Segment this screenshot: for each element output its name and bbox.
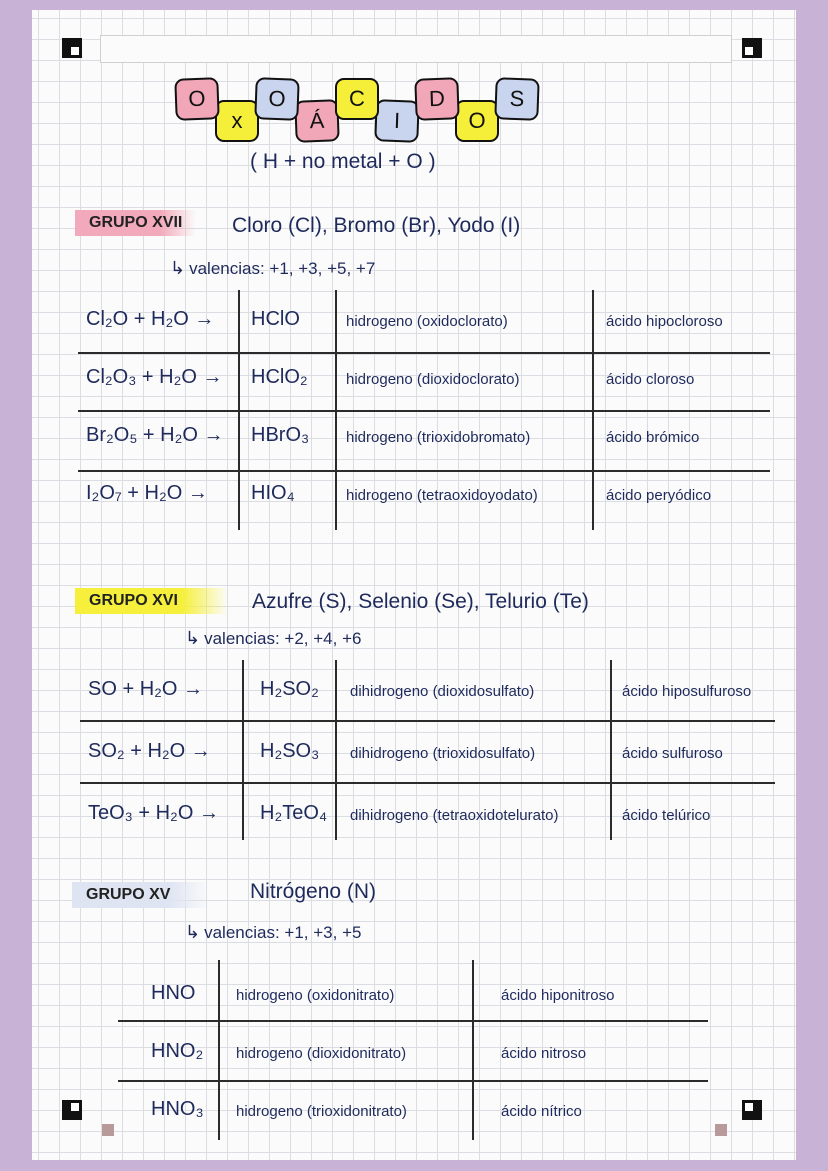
reaction-cell: Cl₂O + H₂O → xyxy=(86,308,215,330)
title-letter-tile: D xyxy=(414,77,459,121)
acid-name-cell: ácido hipocloroso xyxy=(606,313,723,330)
formula-cell: HClO xyxy=(251,308,300,330)
table-row-divider xyxy=(118,1020,708,1022)
acid-name-cell: ácido hiponitroso xyxy=(501,987,615,1004)
name-cell: hidrogeno (oxidoclorato) xyxy=(346,313,508,330)
group-label-xv: GRUPO XV xyxy=(72,882,210,908)
table-column-divider xyxy=(242,660,244,840)
corner-marker-icon xyxy=(742,38,762,58)
acid-table-xvii xyxy=(78,290,770,530)
formula-cell: HNO₂ xyxy=(151,1040,204,1062)
title-letter-tile: O xyxy=(455,100,499,142)
corner-marker-icon xyxy=(742,1100,762,1120)
formula-cell: H₂SO₂ xyxy=(260,678,319,700)
valences-text: valencias: +2, +4, +6 xyxy=(204,629,362,648)
title-letter-tile: S xyxy=(494,77,539,121)
title-letter-tile: O xyxy=(174,77,219,121)
corner-marker-icon xyxy=(62,1100,82,1120)
acid-table-xv xyxy=(118,960,708,1140)
page-title-oxacidos xyxy=(175,78,555,148)
name-cell: hidrogeno (trioxidonitrato) xyxy=(236,1103,407,1120)
valences-line xyxy=(170,258,375,279)
table-row-divider xyxy=(78,470,770,472)
table-row-divider xyxy=(78,352,770,354)
title-letter-tile: x xyxy=(215,100,259,142)
reaction-cell: I₂O₇ + H₂O → xyxy=(86,482,208,504)
table-row-divider xyxy=(78,410,770,412)
reaction-cell: Br₂O₅ + H₂O → xyxy=(86,424,224,446)
table-column-divider xyxy=(335,660,337,840)
group-label-xvii: GRUPO XVII xyxy=(75,210,196,236)
valences-text: valencias: +1, +3, +5, +7 xyxy=(189,259,376,278)
name-cell: hidrogeno (oxidonitrato) xyxy=(236,987,395,1004)
acid-name-cell: ácido cloroso xyxy=(606,371,695,388)
table-row-divider xyxy=(80,782,775,784)
acid-name-cell: ácido peryódico xyxy=(606,487,712,504)
title-letter-tile: C xyxy=(335,78,379,120)
formula-cell: H₂SO₃ xyxy=(260,740,320,762)
page-dot xyxy=(102,1124,114,1136)
name-cell: hidrogeno (tetraoxidoyodato) xyxy=(346,487,538,504)
arrow-icon: ↳ xyxy=(185,628,201,648)
reaction-cell: SO₂ + H₂O → xyxy=(88,740,211,762)
table-column-divider xyxy=(610,660,612,840)
title-letter-tile: Á xyxy=(294,99,339,143)
group-elements: Nitrógeno (N) xyxy=(250,880,377,903)
title-letter-tile: I xyxy=(374,99,419,143)
name-cell: hidrogeno (trioxidobromato) xyxy=(346,429,531,446)
acid-name-cell: ácido sulfuroso xyxy=(622,745,723,762)
subtitle-formula: ( H + no metal + O ) xyxy=(250,150,436,173)
valences-line xyxy=(185,922,361,943)
formula-cell: H₂TeO₄ xyxy=(260,802,328,824)
valences-text: valencias: +1, +3, +5 xyxy=(204,923,362,942)
valences-line xyxy=(185,628,361,649)
name-cell: dihidrogeno (tetraoxidotelurato) xyxy=(350,807,559,824)
table-row-divider xyxy=(80,720,775,722)
formula-cell: HIO₄ xyxy=(251,482,295,504)
reaction-cell: Cl₂O₃ + H₂O → xyxy=(86,366,223,388)
formula-cell: HBrO₃ xyxy=(251,424,310,446)
acid-name-cell: ácido nitroso xyxy=(501,1045,587,1062)
title-letter-tile: O xyxy=(254,77,299,121)
page-dot xyxy=(715,1124,727,1136)
acid-name-cell: ácido hiposulfuroso xyxy=(622,683,752,700)
acid-name-cell: ácido brómico xyxy=(606,429,700,446)
table-column-divider xyxy=(472,960,474,1140)
corner-marker-icon xyxy=(62,38,82,58)
name-cell: dihidrogeno (trioxidosulfato) xyxy=(350,745,536,762)
group-elements: Azufre (S), Selenio (Se), Telurio (Te) xyxy=(252,590,589,613)
acid-table-xvi xyxy=(80,660,775,840)
group-elements: Cloro (Cl), Bromo (Br), Yodo (I) xyxy=(232,214,521,237)
name-cell: hidrogeno (dioxidonitrato) xyxy=(236,1045,407,1062)
table-column-divider xyxy=(218,960,220,1140)
table-row-divider xyxy=(118,1080,708,1082)
formula-cell: HNO₃ xyxy=(151,1098,204,1120)
group-label-xvi: GRUPO XVI xyxy=(75,588,228,614)
name-cell: dihidrogeno (dioxidosulfato) xyxy=(350,683,535,700)
reaction-cell: TeO₃ + H₂O → xyxy=(88,802,219,824)
name-cell: hidrogeno (dioxidoclorato) xyxy=(346,371,520,388)
formula-cell: HClO₂ xyxy=(251,366,308,388)
reaction-cell: SO + H₂O → xyxy=(88,678,204,700)
acid-name-cell: ácido telúrico xyxy=(622,807,711,824)
arrow-icon: ↳ xyxy=(170,258,186,278)
page-header-box xyxy=(100,35,732,63)
acid-name-cell: ácido nítrico xyxy=(501,1103,582,1120)
formula-cell: HNO xyxy=(151,982,196,1004)
arrow-icon: ↳ xyxy=(185,922,201,942)
